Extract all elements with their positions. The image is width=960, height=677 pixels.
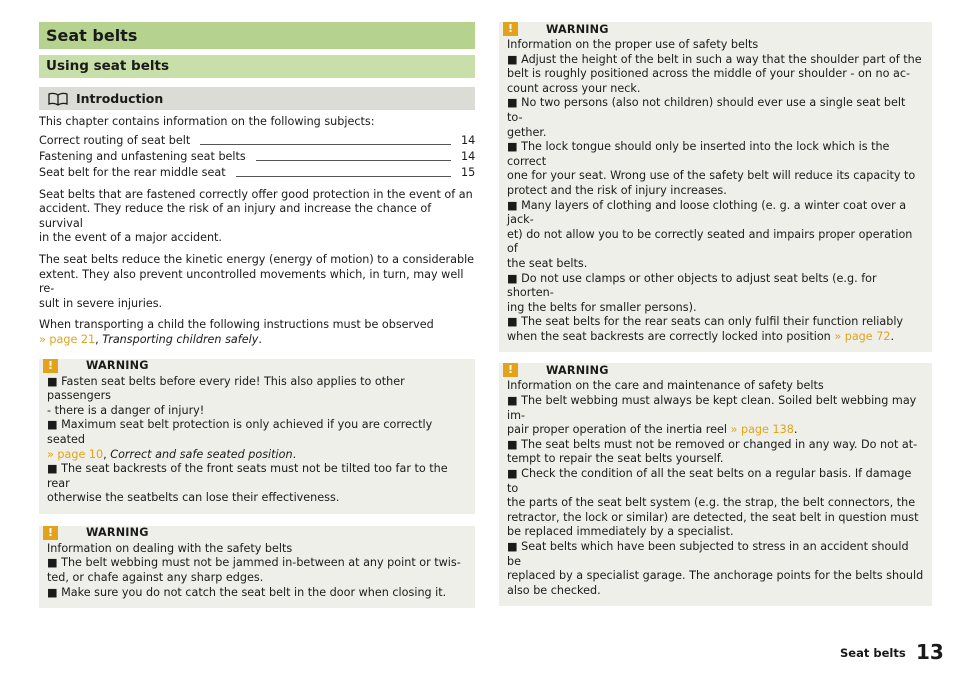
text-line: ■ The lock tongue should only be inserted into the lock which is the correct (507, 140, 890, 168)
period: . (793, 423, 798, 437)
line-text: pair proper operation of the inertia reel (507, 423, 731, 437)
page-link[interactable]: » page 138 (730, 423, 794, 437)
page-footer (840, 640, 944, 664)
text-line: Information on the care and maintenance of safety belts (507, 379, 824, 393)
warning-header (39, 359, 475, 373)
toc-item-label: Seat belt for the rear middle seat (39, 166, 226, 179)
warning-box (39, 359, 475, 514)
text-line: accident. They reduce the risk of an injury and increase the chance of survival (39, 202, 432, 230)
period: . (258, 332, 262, 346)
warning-icon: ! (503, 363, 518, 377)
text-line: otherwise the seatbelts can lose their effectiveness. (47, 491, 340, 505)
right-column (499, 22, 932, 606)
period: . (292, 447, 297, 461)
text-line: count across your neck. (507, 81, 641, 95)
text-line: ing the belts for smaller persons). (507, 300, 697, 314)
text-line: ■ The belt webbing must not be jammed in-between at any point or twis- (47, 556, 461, 570)
text-line: Information on the proper use of safety belts (507, 38, 759, 51)
warning-title: WARNING (546, 22, 609, 36)
toc-item[interactable] (39, 133, 475, 149)
text-line: ■ The seat belts must not be removed or changed in any way. Do not at- (507, 437, 918, 451)
page-number: 13 (916, 640, 944, 664)
separator: , (103, 447, 111, 461)
text-line: tempt to repair the seat belts yourself. (507, 452, 724, 466)
toc-item-label: Fastening and unfastening seat belts (39, 150, 246, 163)
text-line: be replaced immediately by a specialist. (507, 525, 734, 539)
reference-title: Correct and safe seated position (110, 447, 293, 461)
text-line (47, 448, 467, 463)
text-line (39, 333, 475, 348)
text-line: gether. (507, 125, 547, 139)
text-line: belt is roughly positioned across the middle of your shoulder - on no ac- (507, 67, 911, 81)
warning-header (499, 22, 932, 36)
period: . (890, 329, 895, 343)
warning-icon: ! (503, 22, 518, 36)
toc-item-label: Correct routing of seat belt (39, 134, 191, 147)
page-link[interactable]: » page 10 (47, 447, 104, 461)
left-column (39, 22, 475, 608)
book-icon (48, 92, 68, 106)
text-line: ■ The seat belts for the rear seats can only fulfil their function reliably (507, 315, 904, 329)
warning-icon: ! (43, 526, 58, 540)
warning-box (499, 22, 932, 352)
footer-title: Seat belts (840, 646, 906, 660)
separator: , (95, 332, 103, 346)
page-link[interactable]: » page 72 (834, 329, 891, 343)
text-line: extent. They also prevent uncontrolled movements which, in turn, may well re- (39, 267, 464, 296)
reference-title: Transporting children safely (102, 332, 259, 346)
text-line: When transporting a child the following instructions must be observed (39, 318, 434, 332)
text-line: Seat belts that are fastened correctly offer good protection in the event of an (39, 187, 473, 201)
text-line: ■ Do not use clamps or other objects to adjust seat belts (e.g. for shorten- (507, 271, 877, 300)
text-line: et) do not allow you to be correctly seated and impairs proper operation of (507, 227, 913, 256)
subsection-title: Using seat belts (39, 55, 475, 78)
text-line: the parts of the seat belt system (e.g. the strap, the belt connectors, the (507, 496, 916, 510)
warning-title: WARNING (86, 526, 149, 540)
line-text: when the seat backrests are correctly locked into position (507, 329, 835, 343)
toc-item[interactable] (39, 165, 475, 181)
text-line: sult in severe injuries. (39, 296, 163, 310)
text-line (507, 330, 924, 345)
text-line: ■ Fasten seat belts before every ride! This also applies to other passengers (47, 374, 405, 403)
toc-leader (256, 160, 451, 161)
warning-title: WARNING (86, 359, 149, 373)
text-line: ■ Make sure you do not catch the seat belt in the door when closing it. (47, 585, 447, 599)
warning-box (39, 526, 475, 608)
intro-heading (39, 87, 475, 110)
text-line: one for your seat. Wrong use of the safety belt will reduce its capacity to (507, 169, 916, 183)
text-line: ■ The seat backrests of the front seats must not be tilted too far to the rear (47, 462, 448, 490)
text-line: ■ Maximum seat belt protection is only achieved if you are correctly seated (47, 418, 433, 446)
text-line: ted, or chafe against any sharp edges. (47, 571, 264, 585)
text-line: ■ Seat belts which have been subjected to stress in an accident should be (507, 540, 909, 568)
text-line: ■ Check the condition of all the seat belts on a regular basis. If damage to (507, 467, 912, 495)
intro-paragraph-3 (39, 318, 475, 347)
toc-item-page: 14 (461, 134, 476, 147)
text-line: the seat belts. (507, 256, 588, 270)
warning-icon: ! (43, 359, 58, 373)
section-title: Seat belts (39, 22, 475, 49)
text-line: replaced by a specialist garage. The anchorage points for the belts should (507, 569, 924, 583)
toc-list (39, 133, 475, 181)
text-line: ■ Adjust the height of the belt in such a way that the shoulder part of the (507, 52, 922, 66)
text-line: ■ Many layers of clothing and loose clothing (e. g. a winter coat over a jack- (507, 198, 907, 227)
toc-item-page: 15 (461, 166, 476, 179)
page-link[interactable]: » page 21 (39, 332, 96, 346)
text-line: The seat belts reduce the kinetic energy (energy of motion) to a considerable (39, 252, 475, 266)
text-line (507, 423, 924, 438)
toc-leader (200, 144, 451, 145)
warning-title: WARNING (546, 363, 609, 377)
warning-box (499, 363, 932, 606)
text-line: protect and the risk of injury increases. (507, 183, 727, 197)
warning-header (499, 363, 932, 377)
text-line: Information on dealing with the safety belts (47, 541, 293, 555)
text-line: - there is a danger of injury! (47, 403, 205, 417)
text-line: retractor, the lock or similar) are detected, the seat belt in question must (507, 510, 919, 524)
intro-paragraph-2 (39, 253, 475, 311)
intro-heading-label: Introduction (76, 91, 164, 106)
text-line: ■ The belt webbing must always be kept clean. Soiled belt webbing may im- (507, 394, 917, 422)
toc-leader (236, 176, 451, 177)
toc-item-page: 14 (461, 150, 476, 163)
text-line: in the event of a major accident. (39, 231, 222, 245)
text-line: also be checked. (507, 583, 601, 597)
intro-lead: This chapter contains information on the following subjects: (39, 115, 375, 128)
text-line: ■ No two persons (also not children) should ever use a single seat belt to- (507, 96, 906, 124)
warning-header (39, 526, 475, 540)
intro-paragraph-1 (39, 188, 475, 246)
toc-item[interactable] (39, 149, 475, 165)
